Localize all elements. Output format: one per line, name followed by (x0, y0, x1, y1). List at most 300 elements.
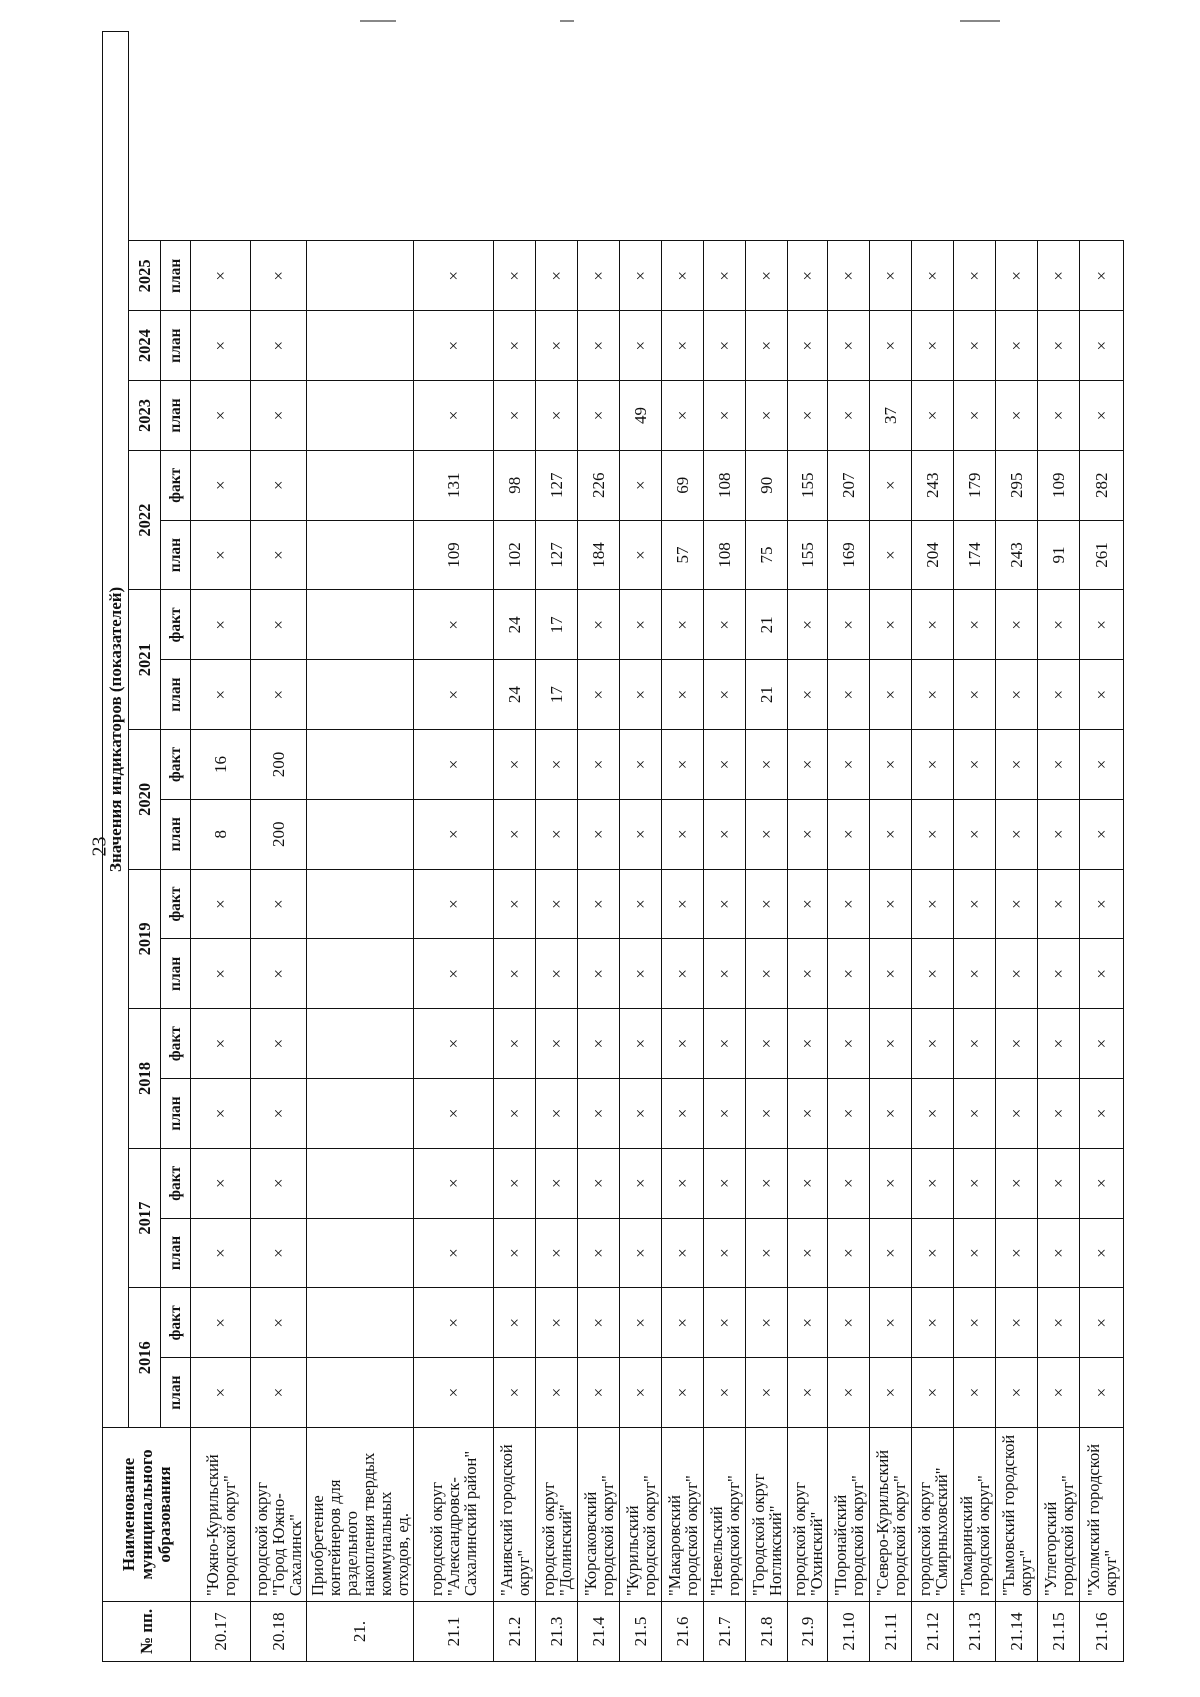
value-cell-fact: × (662, 590, 704, 660)
value-cell-fact: × (828, 590, 870, 660)
value-cell-fact: × (704, 1009, 746, 1079)
header-plan: план (161, 520, 191, 590)
value-cell-fact: × (1080, 869, 1124, 939)
value-cell-fact: × (414, 1148, 494, 1218)
row-name: "Северо-Курильский городской округ" (870, 1428, 912, 1602)
value-cell-plan: × (912, 311, 954, 381)
row-number: 21.6 (662, 1602, 704, 1662)
row-number: 21.3 (536, 1602, 578, 1662)
value-cell-fact: × (414, 730, 494, 800)
value-cell-fact: 226 (578, 450, 620, 520)
rotated-table-container (102, 32, 1120, 1662)
row-name: городской округ "Долинский" (536, 1428, 578, 1602)
value-cell-plan: × (494, 799, 536, 869)
value-cell-plan: 75 (746, 520, 788, 590)
value-cell-fact: × (1080, 1288, 1124, 1358)
value-cell-plan: × (1080, 660, 1124, 730)
value-cell-plan: × (788, 799, 828, 869)
value-cell-plan: × (494, 311, 536, 381)
value-cell-plan: × (828, 660, 870, 730)
value-cell-fact (307, 450, 414, 520)
value-cell-plan: × (578, 1079, 620, 1149)
value-cell-plan: × (996, 660, 1038, 730)
value-cell-plan: × (494, 939, 536, 1009)
value-cell-plan: × (1080, 1218, 1124, 1288)
value-cell-plan: × (954, 1218, 996, 1288)
row-name: "Макаровский городской округ" (662, 1428, 704, 1602)
value-cell-plan: 200 (251, 799, 307, 869)
value-cell-plan: × (251, 1358, 307, 1428)
value-cell-plan: × (912, 1358, 954, 1428)
value-cell-fact: × (494, 730, 536, 800)
header-fact: факт (161, 1148, 191, 1218)
value-cell-plan: × (536, 1218, 578, 1288)
table-row (1038, 31, 1080, 1661)
value-cell-plan: × (662, 311, 704, 381)
header-fact: факт (161, 730, 191, 800)
value-cell-plan: × (870, 1358, 912, 1428)
table-row (870, 31, 912, 1661)
value-cell-fact (307, 730, 414, 800)
value-cell-plan: × (191, 520, 251, 590)
value-cell-plan: × (912, 381, 954, 451)
value-cell-fact: × (536, 1288, 578, 1358)
value-cell-fact: × (1080, 1009, 1124, 1079)
value-cell-plan: 243 (996, 520, 1038, 590)
value-cell-fact: × (251, 450, 307, 520)
value-cell-plan: × (662, 660, 704, 730)
value-cell-plan: × (788, 1358, 828, 1428)
value-cell-fact: × (954, 1288, 996, 1358)
value-cell-fact: × (251, 1288, 307, 1358)
value-cell-plan: × (1038, 1079, 1080, 1149)
value-cell-fact: × (620, 1288, 662, 1358)
value-cell-plan: × (1080, 1358, 1124, 1428)
value-cell-fact: × (996, 1009, 1038, 1079)
value-cell-plan: × (662, 381, 704, 451)
header-plan: план (161, 1079, 191, 1149)
value-cell-fact (307, 1148, 414, 1218)
value-cell-plan: × (494, 1218, 536, 1288)
value-cell-plan (307, 1218, 414, 1288)
value-cell-fact: × (1038, 1288, 1080, 1358)
value-cell-plan: × (788, 1218, 828, 1288)
value-cell-fact: × (620, 590, 662, 660)
value-cell-fact: × (414, 1288, 494, 1358)
row-number: 21.7 (704, 1602, 746, 1662)
value-cell-plan: × (620, 660, 662, 730)
value-cell-plan: × (954, 381, 996, 451)
value-cell-fact: × (620, 1009, 662, 1079)
value-cell-fact: × (912, 1148, 954, 1218)
value-cell-plan: × (536, 1358, 578, 1428)
value-cell-fact: × (870, 1288, 912, 1358)
row-number: 21.13 (954, 1602, 996, 1662)
value-cell-plan: × (954, 241, 996, 311)
value-cell-plan: × (578, 311, 620, 381)
value-cell-plan: × (536, 381, 578, 451)
row-name: Приобретение контейнеров для раздельного накопления твердых коммунальных отходов, ед. (307, 1428, 414, 1602)
table-row (828, 31, 870, 1661)
value-cell-fact: × (191, 1148, 251, 1218)
value-cell-fact: × (996, 590, 1038, 660)
header-year-2020: 2020 (129, 730, 161, 870)
value-cell-plan: × (828, 311, 870, 381)
value-cell-plan: × (191, 1079, 251, 1149)
value-cell-plan: × (662, 1358, 704, 1428)
value-cell-plan: × (191, 1358, 251, 1428)
value-cell-plan: × (191, 311, 251, 381)
value-cell-fact: × (788, 590, 828, 660)
value-cell-fact: × (828, 730, 870, 800)
value-cell-fact: × (494, 869, 536, 939)
value-cell-fact: × (191, 450, 251, 520)
value-cell-fact: × (1080, 1148, 1124, 1218)
value-cell-fact: × (191, 869, 251, 939)
table-row (704, 31, 746, 1661)
header-plan: план (161, 799, 191, 869)
value-cell-plan (307, 939, 414, 1009)
value-cell-fact: × (704, 590, 746, 660)
value-cell-fact: × (662, 869, 704, 939)
value-cell-plan: 102 (494, 520, 536, 590)
value-cell-plan: × (954, 1079, 996, 1149)
row-number: 21.2 (494, 1602, 536, 1662)
row-number: 21. (307, 1602, 414, 1662)
value-cell-plan: × (870, 660, 912, 730)
value-cell-plan: × (251, 939, 307, 1009)
value-cell-fact: 69 (662, 450, 704, 520)
row-name: "Углегорский городской округ" (1038, 1428, 1080, 1602)
value-cell-plan: × (414, 1218, 494, 1288)
value-cell-fact: × (828, 1288, 870, 1358)
row-number: 21.14 (996, 1602, 1038, 1662)
header-year-2019: 2019 (129, 869, 161, 1009)
value-cell-plan: × (662, 1079, 704, 1149)
row-name: "Южно-Курильский городской округ" (191, 1428, 251, 1602)
row-name: "Томаринский городской округ" (954, 1428, 996, 1602)
value-cell-plan: 21 (746, 660, 788, 730)
value-cell-plan: × (1038, 799, 1080, 869)
value-cell-plan: × (746, 1358, 788, 1428)
row-number: 20.17 (191, 1602, 251, 1662)
value-cell-fact: × (191, 1288, 251, 1358)
value-cell-plan: × (662, 799, 704, 869)
value-cell-fact: × (954, 1009, 996, 1079)
value-cell-fact: × (828, 1009, 870, 1079)
value-cell-fact: × (578, 1148, 620, 1218)
value-cell-plan: × (414, 799, 494, 869)
value-cell-plan: × (191, 660, 251, 730)
header-year-2016: 2016 (129, 1288, 161, 1428)
value-cell-plan: 261 (1080, 520, 1124, 590)
value-cell-fact: 282 (1080, 450, 1124, 520)
value-cell-fact: × (191, 1009, 251, 1079)
row-number: 21.16 (1080, 1602, 1124, 1662)
value-cell-fact: × (662, 1009, 704, 1079)
value-cell-plan: × (828, 1358, 870, 1428)
value-cell-plan: × (828, 939, 870, 1009)
value-cell-fact: × (494, 1288, 536, 1358)
header-year-2022: 2022 (129, 450, 161, 590)
table-row (620, 31, 662, 1661)
value-cell-plan: × (788, 660, 828, 730)
value-cell-plan: × (1038, 1358, 1080, 1428)
value-cell-plan: × (251, 1218, 307, 1288)
value-cell-fact: × (1038, 1148, 1080, 1218)
table-row (191, 31, 251, 1661)
value-cell-fact: × (414, 869, 494, 939)
value-cell-plan: × (828, 381, 870, 451)
value-cell-fact: × (996, 1288, 1038, 1358)
value-cell-plan: × (494, 381, 536, 451)
value-cell-fact: × (870, 1009, 912, 1079)
value-cell-plan: × (746, 381, 788, 451)
value-cell-plan: × (704, 1358, 746, 1428)
value-cell-plan: × (870, 311, 912, 381)
table-row (414, 31, 494, 1661)
value-cell-fact: × (251, 869, 307, 939)
value-cell-fact: × (620, 1148, 662, 1218)
value-cell-plan: × (996, 241, 1038, 311)
header-year-2023: 2023 (129, 381, 161, 451)
row-name: "Холмский городской округ" (1080, 1428, 1124, 1602)
value-cell-fact: 24 (494, 590, 536, 660)
value-cell-plan: × (704, 799, 746, 869)
value-cell-fact: × (704, 1288, 746, 1358)
table-row (954, 31, 996, 1661)
value-cell-plan: × (1080, 311, 1124, 381)
value-cell-fact: × (788, 1148, 828, 1218)
value-cell-plan: × (578, 1218, 620, 1288)
value-cell-plan: × (996, 381, 1038, 451)
value-cell-plan: × (912, 241, 954, 311)
table-row (307, 31, 414, 1661)
value-cell-fact: × (1038, 730, 1080, 800)
value-cell-plan: × (414, 660, 494, 730)
value-cell-plan: × (662, 939, 704, 1009)
value-cell-plan: × (704, 939, 746, 1009)
value-cell-plan: × (1038, 311, 1080, 381)
row-name: городской округ "Александровск-Сахалинский район" (414, 1428, 494, 1602)
value-cell-fact: × (414, 590, 494, 660)
value-cell-fact: × (191, 590, 251, 660)
value-cell-plan: × (578, 939, 620, 1009)
value-cell-fact: × (1080, 730, 1124, 800)
row-number: 20.18 (251, 1602, 307, 1662)
value-cell-plan: × (954, 311, 996, 381)
header-name: Наименование муниципального образования (103, 1428, 191, 1602)
row-name: "Невельский городской округ" (704, 1428, 746, 1602)
row-name: "Анивский городской округ" (494, 1428, 536, 1602)
value-cell-plan (307, 660, 414, 730)
header-year-2021: 2021 (129, 590, 161, 730)
value-cell-plan: × (414, 1079, 494, 1149)
value-cell-plan: × (828, 241, 870, 311)
value-cell-plan: × (1080, 381, 1124, 451)
value-cell-plan: × (996, 799, 1038, 869)
value-cell-fact: 179 (954, 450, 996, 520)
value-cell-fact: 295 (996, 450, 1038, 520)
value-cell-plan: × (788, 381, 828, 451)
header-num: № пп. (103, 1602, 191, 1662)
value-cell-plan: × (704, 660, 746, 730)
value-cell-plan: × (578, 660, 620, 730)
value-cell-fact: × (996, 1148, 1038, 1218)
indicators-table-body (103, 31, 1124, 1661)
value-cell-fact: × (620, 450, 662, 520)
row-number: 21.11 (870, 1602, 912, 1662)
value-cell-fact: × (620, 869, 662, 939)
value-cell-plan: 8 (191, 799, 251, 869)
value-cell-plan (307, 1358, 414, 1428)
value-cell-fact: × (414, 1009, 494, 1079)
value-cell-plan: × (536, 799, 578, 869)
value-cell-plan: × (578, 381, 620, 451)
table-row (912, 31, 954, 1661)
value-cell-fact: × (788, 1288, 828, 1358)
value-cell-fact: × (1038, 869, 1080, 939)
value-cell-plan: × (191, 1218, 251, 1288)
value-cell-fact: × (828, 1148, 870, 1218)
value-cell-plan (307, 311, 414, 381)
value-cell-fact: × (1038, 1009, 1080, 1079)
value-cell-fact: × (996, 869, 1038, 939)
value-cell-plan: × (662, 241, 704, 311)
value-cell-fact: 207 (828, 450, 870, 520)
value-cell-fact: × (536, 1148, 578, 1218)
header-values-title: Значения индикаторов (показателей) (103, 31, 129, 1427)
value-cell-plan: × (912, 660, 954, 730)
value-cell-fact (307, 1009, 414, 1079)
value-cell-plan: × (704, 1218, 746, 1288)
table-row (578, 31, 620, 1661)
header-year-2025: 2025 (129, 241, 161, 311)
value-cell-fact: × (704, 869, 746, 939)
value-cell-plan: × (620, 1079, 662, 1149)
header-fact: факт (161, 1009, 191, 1079)
value-cell-fact: × (828, 869, 870, 939)
value-cell-plan: 37 (870, 381, 912, 451)
table-row (996, 31, 1038, 1661)
table-row (788, 31, 828, 1661)
value-cell-plan: × (996, 1079, 1038, 1149)
value-cell-fact: 21 (746, 590, 788, 660)
value-cell-plan: × (1080, 1079, 1124, 1149)
value-cell-fact: × (704, 730, 746, 800)
value-cell-plan: × (251, 520, 307, 590)
value-cell-plan: 184 (578, 520, 620, 590)
value-cell-plan: × (704, 381, 746, 451)
value-cell-plan: × (414, 311, 494, 381)
value-cell-plan: × (828, 799, 870, 869)
value-cell-fact: × (251, 590, 307, 660)
header-fact: факт (161, 590, 191, 660)
value-cell-fact: × (870, 1148, 912, 1218)
value-cell-plan: × (620, 1358, 662, 1428)
value-cell-plan: × (788, 241, 828, 311)
value-cell-fact: × (578, 730, 620, 800)
table-row (1080, 31, 1124, 1661)
value-cell-plan: × (912, 1218, 954, 1288)
value-cell-plan: × (870, 1218, 912, 1288)
value-cell-plan: × (788, 311, 828, 381)
value-cell-fact: × (954, 869, 996, 939)
value-cell-plan: × (251, 381, 307, 451)
value-cell-fact: 108 (704, 450, 746, 520)
header-row-title (103, 31, 129, 1661)
value-cell-plan: × (414, 939, 494, 1009)
value-cell-plan: × (704, 1079, 746, 1149)
page-number: 23 (88, 836, 111, 857)
header-fact: факт (161, 450, 191, 520)
value-cell-fact: 17 (536, 590, 578, 660)
row-name: "Городской округ Ногликский" (746, 1428, 788, 1602)
value-cell-plan: 49 (620, 381, 662, 451)
value-cell-plan: × (1038, 939, 1080, 1009)
value-cell-fact: × (536, 730, 578, 800)
value-cell-plan: × (494, 241, 536, 311)
value-cell-plan: × (620, 311, 662, 381)
value-cell-fact: × (746, 1009, 788, 1079)
row-number: 21.1 (414, 1602, 494, 1662)
header-year-2017: 2017 (129, 1148, 161, 1288)
value-cell-fact: × (870, 730, 912, 800)
value-cell-plan: × (1080, 241, 1124, 311)
value-cell-plan: × (662, 1218, 704, 1288)
value-cell-plan: 155 (788, 520, 828, 590)
value-cell-plan: × (954, 660, 996, 730)
value-cell-plan: × (870, 1079, 912, 1149)
value-cell-fact: × (251, 1009, 307, 1079)
value-cell-plan: × (704, 311, 746, 381)
row-number: 21.8 (746, 1602, 788, 1662)
value-cell-plan: × (414, 241, 494, 311)
value-cell-fact: × (662, 730, 704, 800)
value-cell-plan: × (870, 520, 912, 590)
row-number: 21.9 (788, 1602, 828, 1662)
value-cell-fact: × (788, 1009, 828, 1079)
value-cell-fact: × (954, 590, 996, 660)
value-cell-plan: × (536, 1079, 578, 1149)
value-cell-plan: × (414, 381, 494, 451)
value-cell-fact: × (912, 1288, 954, 1358)
value-cell-plan: 127 (536, 520, 578, 590)
value-cell-plan: × (1080, 799, 1124, 869)
value-cell-plan: 24 (494, 660, 536, 730)
value-cell-fact: 131 (414, 450, 494, 520)
row-name: городской округ "Смирныховский" (912, 1428, 954, 1602)
row-number: 21.15 (1038, 1602, 1080, 1662)
row-number: 21.5 (620, 1602, 662, 1662)
value-cell-plan (307, 381, 414, 451)
value-cell-plan: × (414, 1358, 494, 1428)
value-cell-plan: × (494, 1079, 536, 1149)
table-row (251, 31, 307, 1661)
table-row (536, 31, 578, 1661)
header-plan: план (161, 939, 191, 1009)
indicators-table (102, 31, 1124, 1662)
value-cell-plan: × (954, 1358, 996, 1428)
header-fact: факт (161, 869, 191, 939)
header-year-2024: 2024 (129, 311, 161, 381)
value-cell-fact: × (870, 450, 912, 520)
value-cell-plan: × (746, 1218, 788, 1288)
row-name: "Тымовский городской округ" (996, 1428, 1038, 1602)
header-plan: план (161, 311, 191, 381)
value-cell-plan: × (1038, 241, 1080, 311)
value-cell-fact: 90 (746, 450, 788, 520)
